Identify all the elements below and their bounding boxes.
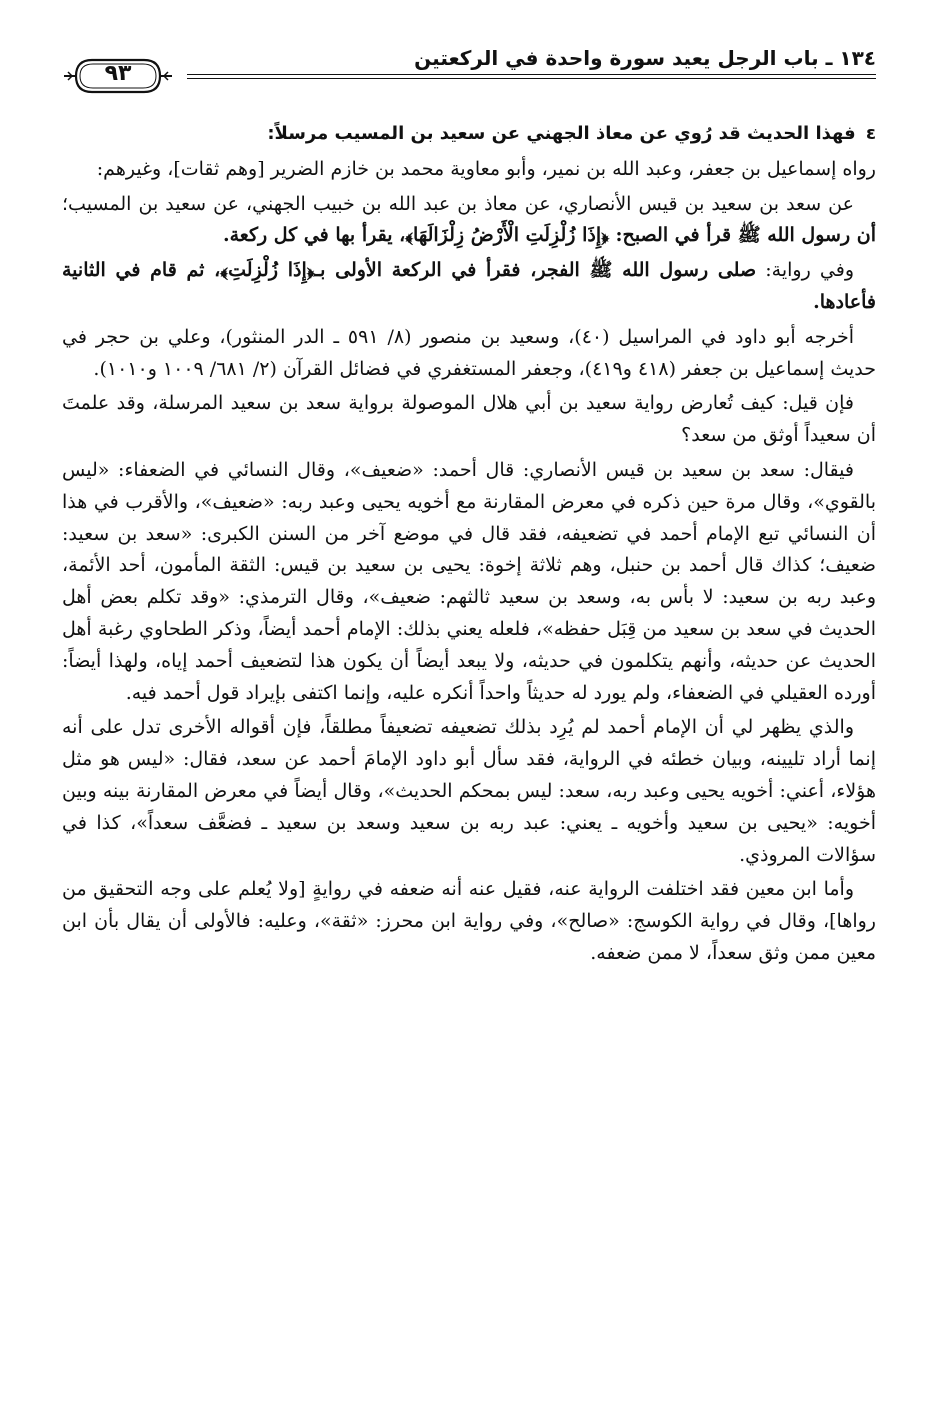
header-rule-secondary [187, 78, 876, 79]
running-title: ١٣٤ ـ باب الرجل يعيد سورة واحدة في الركعتين [414, 46, 876, 70]
paragraph: فيقال: سعد بن سعيد بن قيس الأنصاري: قال أحمد: «ضعيف»، وقال النسائي في الضعفاء: «ليس بالقوي»، وقال مرة حين ذكره في معرض المقارنة مع أخويه يحيى وعبد ربه: «ضعيف»، والأقرب في هذا أن النسائي تبع الإمام أحمد في تضعيفه، فقد قال في موضع آخر من السنن الكبرى: «سعد بن سعيد: ضعيف؛ كذاك قال أحمد بن حنبل، وهم ثلاثة إخوة: يحيى بن سعيد بن قيس: الثقة المأمون، أحد الأئمة، وعبد ربه بن سعيد: لا بأس به، وسعد بن سعيد ثالثهم: ضعيف»، وقال الترمذي: «وقد تكلم بعض أهل الحديث في سعد بن سعيد من قِبَل حفظه»، فلعله يعني بذلك: الإمام أحمد أيضاً، وذكر الطحاوي رغبة أهل الحديث عن حديثه، وأنهم يتكلمون في حديثه، ولا يبعد أيضاً أن يكون هذا لتضعيف أحمد إياه، ولهذا أيضاً: أورده العقيلي في الضعفاء، ولم يورد له حديثاً واحداً أنكره عليه، وإنما اكتفى بإيراد قول أحمد فيه. [62, 458, 876, 704]
paragraph: فإن قيل: كيف تُعارض رواية سعيد بن أبي هلال الموصولة برواية سعد بن سعيد المرسلة، وقد علمتَ أن سعيداً أوثق من سعد؟ [62, 392, 876, 447]
paragraph [62, 189, 876, 253]
hadith-text-bold: أن رسول الله ﷺ قرأ في الصبح: ﴿إِذَا زُلْزِلَتِ الْأَرْضُ زِلْزَالَهَا﴾، يقرأ بها في كل ركعة. [222, 224, 876, 247]
main-text [62, 118, 876, 973]
paragraph [62, 255, 876, 319]
page-number: ٩٣ [104, 61, 132, 86]
heading-text: فهذا الحديث قد رُوي عن معاذ الجهني عن سعيد بن المسيب مرسلاً: [267, 123, 856, 144]
paragraph: رواه إسماعيل بن جعفر، وعبد الله بن نمير، وأبو معاوية محمد بن خازم الضرير [وهم ثقات]، وغيرهم: [96, 157, 876, 180]
paragraph: أخرجه أبو داود في المراسيل (٤٠)، وسعيد بن منصور (٨/ ٥٩١ ـ الدر المنثور)، وعلي بن حجر في حديث إسماعيل بن جعفر (٤١٨ و٤١٩)، وجعفر المستغفري في فضائل القرآن (٢/ ٦٨١/ ١٠٠٩ و١٠١٠). [62, 325, 876, 380]
paragraph-text: وفي رواية: [756, 259, 854, 282]
paragraph: وأما ابن معين فقد اختلفت الرواية عنه، فقيل عنه أنه ضعفه في روايةٍ [ولا يُعلم على وجه التحقيق من رواها]، وقال في رواية الكوسج: «صالح»، وفي رواية ابن محرز: «ثقة»، وعليه: فالأولى أن يقال بأن ابن معين ممن وثق سعداً، لا ممن ضعفه. [62, 878, 876, 964]
page-number-badge [62, 54, 174, 98]
heading-bullet: ε [865, 123, 876, 144]
page-header [62, 44, 876, 84]
header-rule [187, 74, 876, 75]
paragraph-text: عن سعد بن سعيد بن قيس الأنصاري، عن معاذ بن عبد الله بن خبيب الجهني، عن سعيد بن المسيب؛ [62, 192, 854, 215]
hadith-text-bold: صلى رسول الله ﷺ الفجر، فقرأ في الركعة الأولى بـ﴿إِذَا زُلْزِلَتِ﴾، ثم قام في الثانية فأعادها. [62, 259, 876, 313]
section-heading [62, 118, 876, 150]
paragraph: والذي يظهر لي أن الإمام أحمد لم يُرِد بذلك تضعيفه تضعيفاً مطلقاً، فإن أقواله الأخرى تدل على أنه إنما أراد تليينه، وبيان خطئه في الرواية، فقد سأل أبو داود الإمامَ أحمد عن سعد، فقال: «ليس هو مثل هؤلاء، أعني: أخويه يحيى وعبد ربه، سعد: ليس بمحكم الحديث»، وقال أيضاً في معرض المقارنة بينه وبين أخويه: «يحيى بن سعيد وأخويه ـ يعني: عبد ربه بن سعيد وسعد بن سعيد ـ فضعَّف سعداً»، كذا في سؤالات المروذي. [62, 716, 876, 866]
